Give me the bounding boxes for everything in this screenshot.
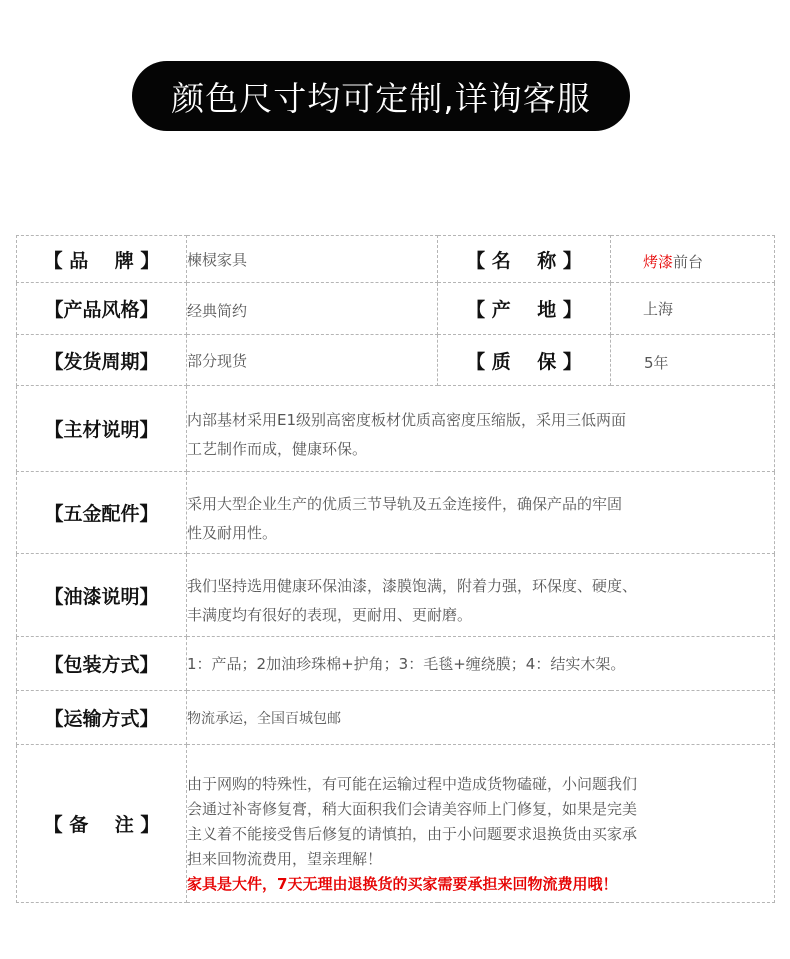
table-row bbox=[17, 554, 775, 637]
origin-value: 上海 bbox=[611, 283, 775, 335]
origin-label: 【 产 地 】 bbox=[438, 283, 611, 335]
material-line-1: 内部基材采用E1级别高密度板材优质高密度压缩版，采用三低两面 bbox=[187, 410, 627, 429]
warranty-label: 【 质 保 】 bbox=[438, 335, 611, 386]
shipping-value: 物流承运，全国百城包邮 bbox=[187, 691, 775, 745]
table-row bbox=[17, 472, 775, 554]
table-row bbox=[17, 283, 775, 335]
table-row bbox=[17, 335, 775, 386]
packing-value: 1：产品；2加油珍珠棉+护角；3：毛毯+缠绕膜；4：结实木架。 bbox=[187, 637, 775, 691]
shipping-label: 【运输方式】 bbox=[17, 691, 187, 745]
hardware-text bbox=[187, 472, 775, 554]
paint-text bbox=[187, 554, 775, 637]
hardware-line-1: 采用大型企业生产的优质三节导轨及五金连接件，确保产品的牢固 bbox=[187, 494, 623, 513]
remarks-label: 【 备 注 】 bbox=[17, 745, 187, 903]
product-spec-table bbox=[16, 235, 775, 903]
table-row bbox=[17, 236, 775, 283]
delivery-label: 【发货周期】 bbox=[17, 335, 187, 386]
material-line-2: 工艺制作而成，健康环保。 bbox=[187, 439, 368, 458]
remarks-text bbox=[187, 745, 775, 903]
style-value: 经典简约 bbox=[187, 283, 438, 335]
style-label: 【产品风格】 bbox=[17, 283, 187, 335]
paint-line-2: 丰满度均有很好的表现，更耐用、更耐磨。 bbox=[187, 606, 473, 624]
paint-label: 【油漆说明】 bbox=[17, 554, 187, 637]
remarks-line-2: 会通过补寄修复膏，稍大面积我们会请美容师上门修复，如果是完美 bbox=[187, 800, 638, 818]
name-label: 【 名 称 】 bbox=[438, 236, 611, 283]
material-text bbox=[187, 386, 775, 472]
hardware-label: 【五金配件】 bbox=[17, 472, 187, 554]
brand-value: 楝棂家具 bbox=[187, 236, 438, 283]
remarks-warning: 家具是大件，7天无理由退换货的买家需要承担来回物流费用哦！ bbox=[187, 875, 618, 893]
name-value-rest: 前台 bbox=[673, 252, 704, 271]
table-row bbox=[17, 637, 775, 691]
remarks-line-4: 担来回物流费用，望亲理解！ bbox=[187, 850, 383, 868]
delivery-value: 部分现货 bbox=[187, 335, 438, 386]
paint-line-1: 我们坚持选用健康环保油漆，漆膜饱满，附着力强，环保度、硬度、 bbox=[187, 577, 638, 595]
remarks-line-3: 主义着不能接受售后修复的请慎拍，由于小问题要求退换货由买家承 bbox=[187, 825, 638, 843]
table-row bbox=[17, 691, 775, 745]
remarks-line-1: 由于网购的特殊性，有可能在运输过程中造成货物磕碰，小问题我们 bbox=[187, 775, 638, 793]
name-value-highlight: 烤漆 bbox=[643, 252, 674, 271]
name-value bbox=[611, 236, 775, 283]
brand-label: 【 品 牌 】 bbox=[17, 236, 187, 283]
warranty-value: 5年 bbox=[611, 335, 775, 386]
packing-label: 【包装方式】 bbox=[17, 637, 187, 691]
material-label: 【主材说明】 bbox=[17, 386, 187, 472]
table-row bbox=[17, 745, 775, 903]
table-row bbox=[17, 386, 775, 472]
hardware-line-2: 性及耐用性。 bbox=[187, 523, 278, 542]
banner-text: 颜色尺寸均可定制,详询客服 bbox=[171, 78, 591, 118]
customization-banner bbox=[132, 61, 630, 131]
